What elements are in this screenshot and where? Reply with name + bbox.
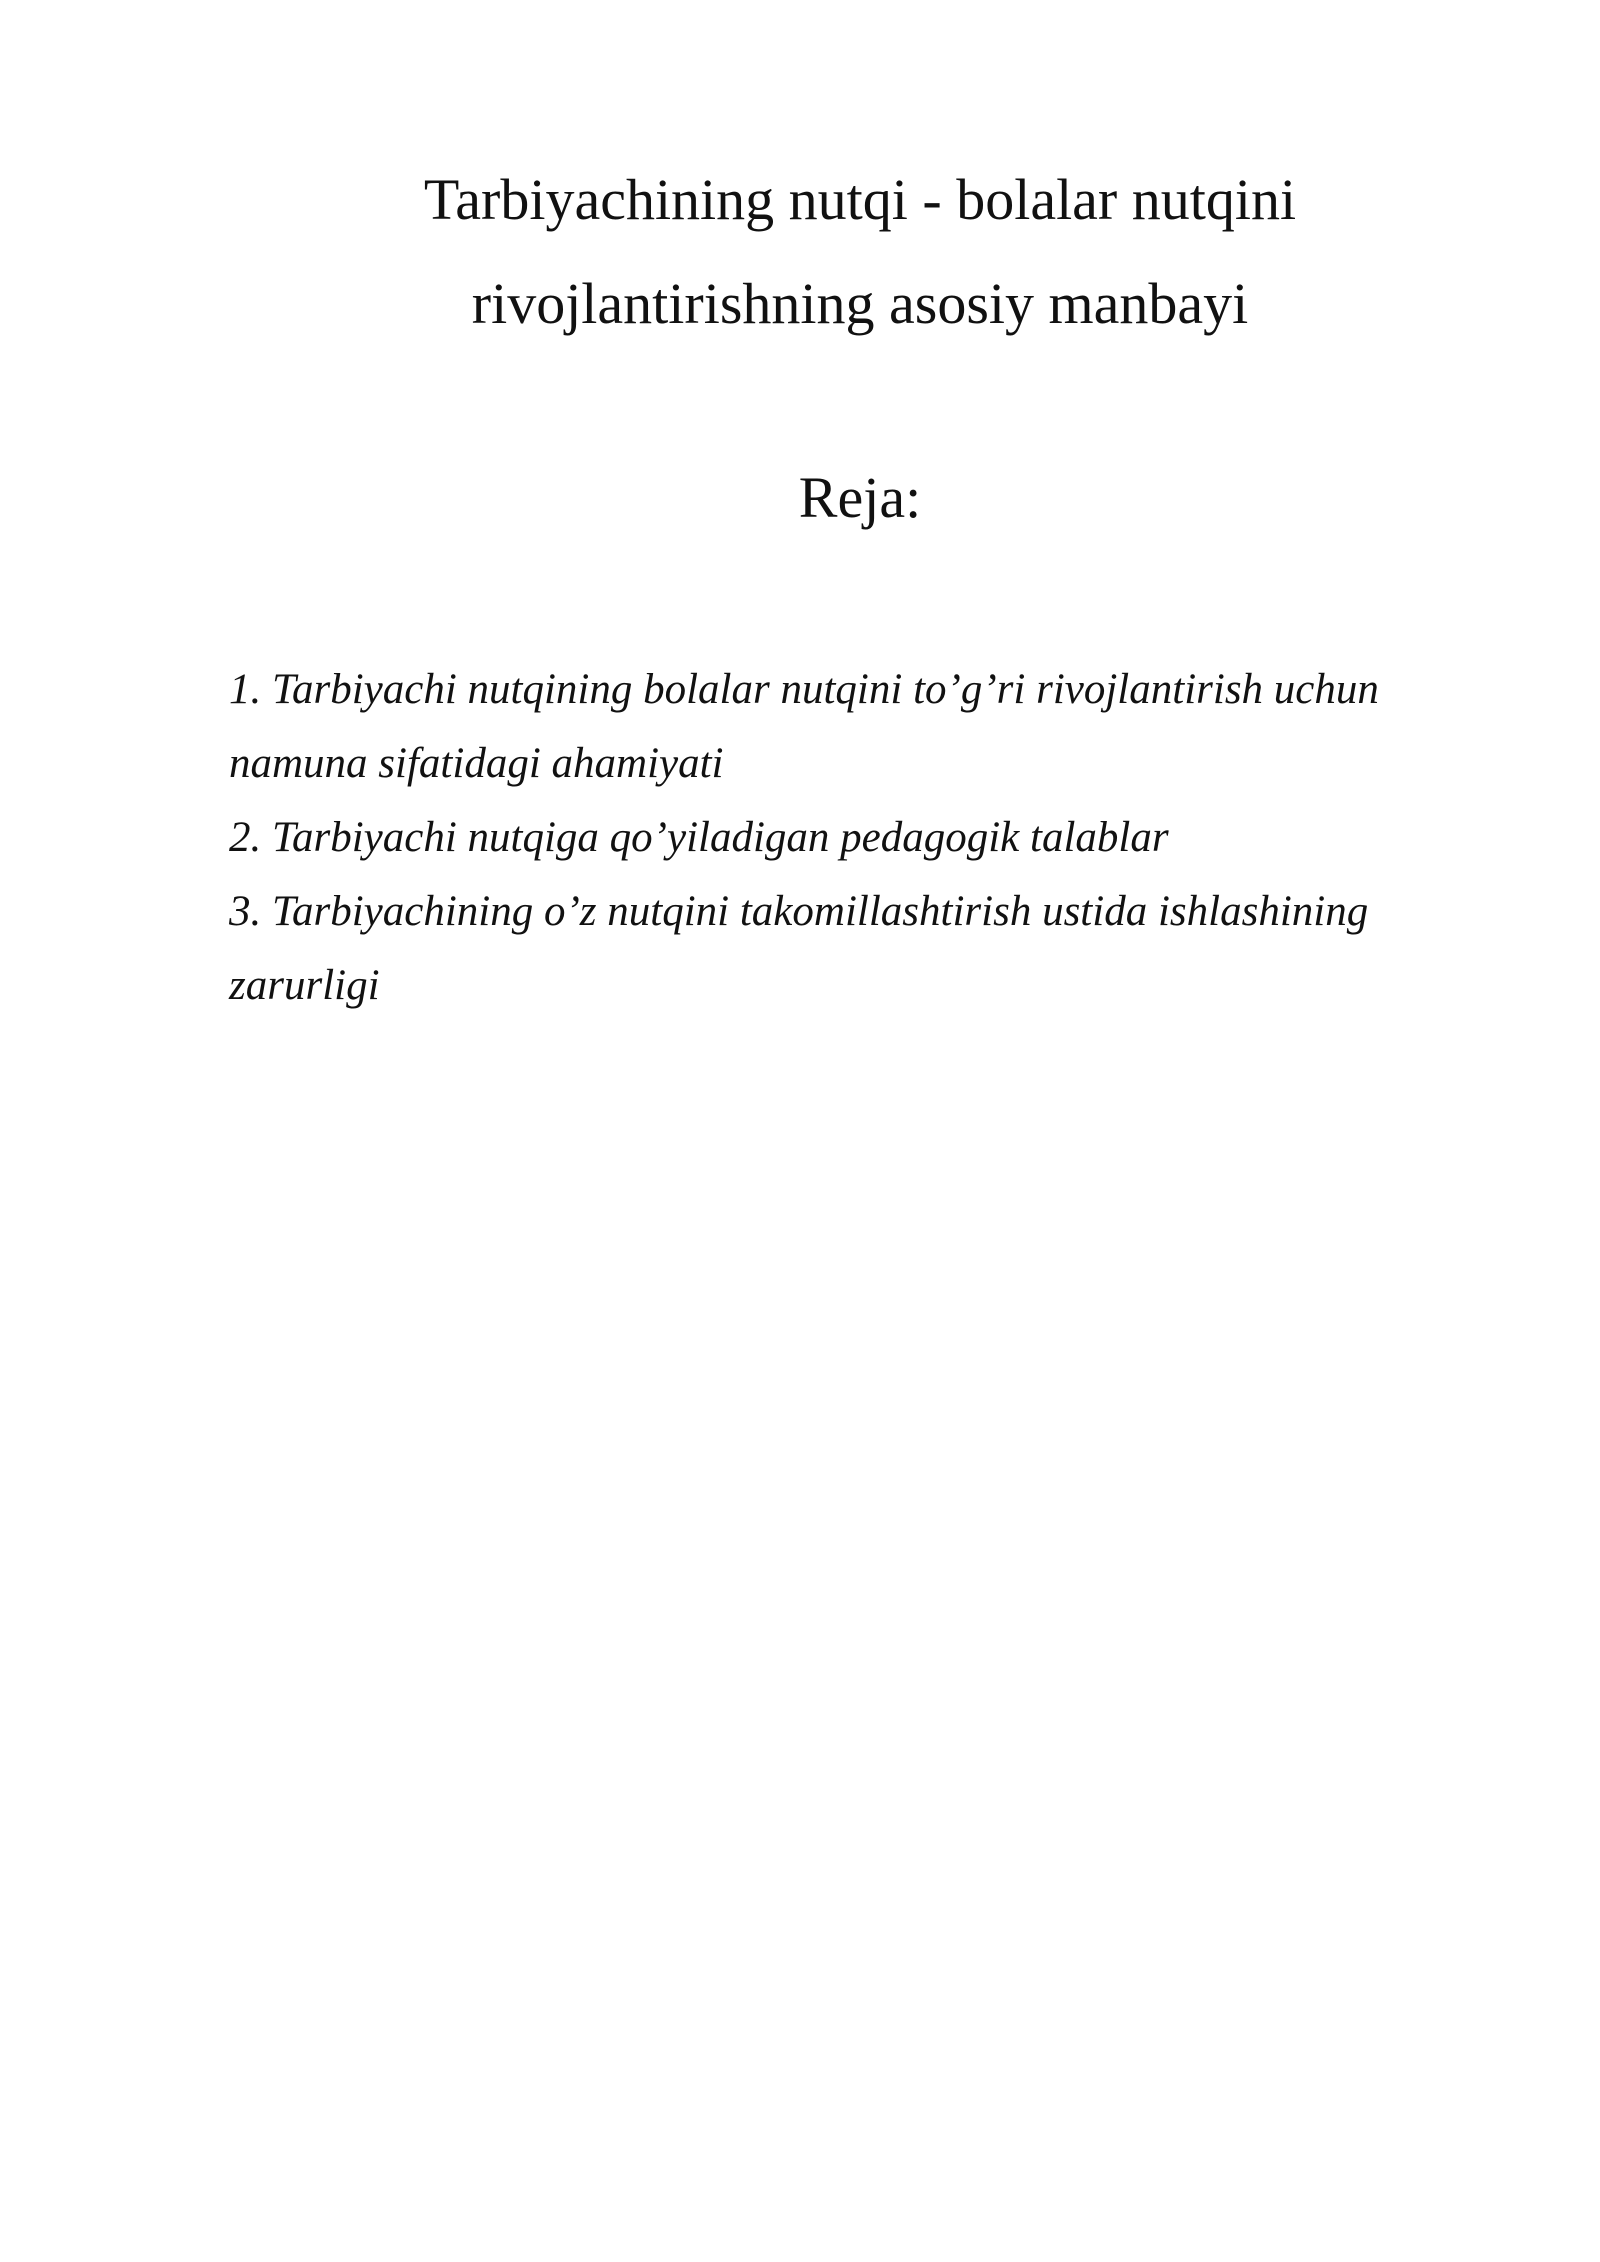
plan-item: 1. Tarbiyachi nutqining bolalar nutqini to’g’ri rivojlantirish uchun namuna sifatidagi ahamiyati [229, 666, 1379, 787]
plan-item: 2. Tarbiyachi nutqiga qo’yiladigan pedagogik talablar [229, 814, 1169, 861]
plan-item: 3. Tarbiyachining o’z nutqini takomillashtirish ustida ishlashining zarurligi [229, 888, 1369, 1009]
title-line-1: Tarbiyachining nutqi - bolalar nutqini [423, 167, 1297, 232]
plan-heading: Reja: [798, 465, 922, 530]
document-title [330, 148, 1390, 356]
plan-list [229, 653, 1399, 1023]
title-line-2: rivojlantirishning asosiy manbayi [471, 271, 1249, 336]
